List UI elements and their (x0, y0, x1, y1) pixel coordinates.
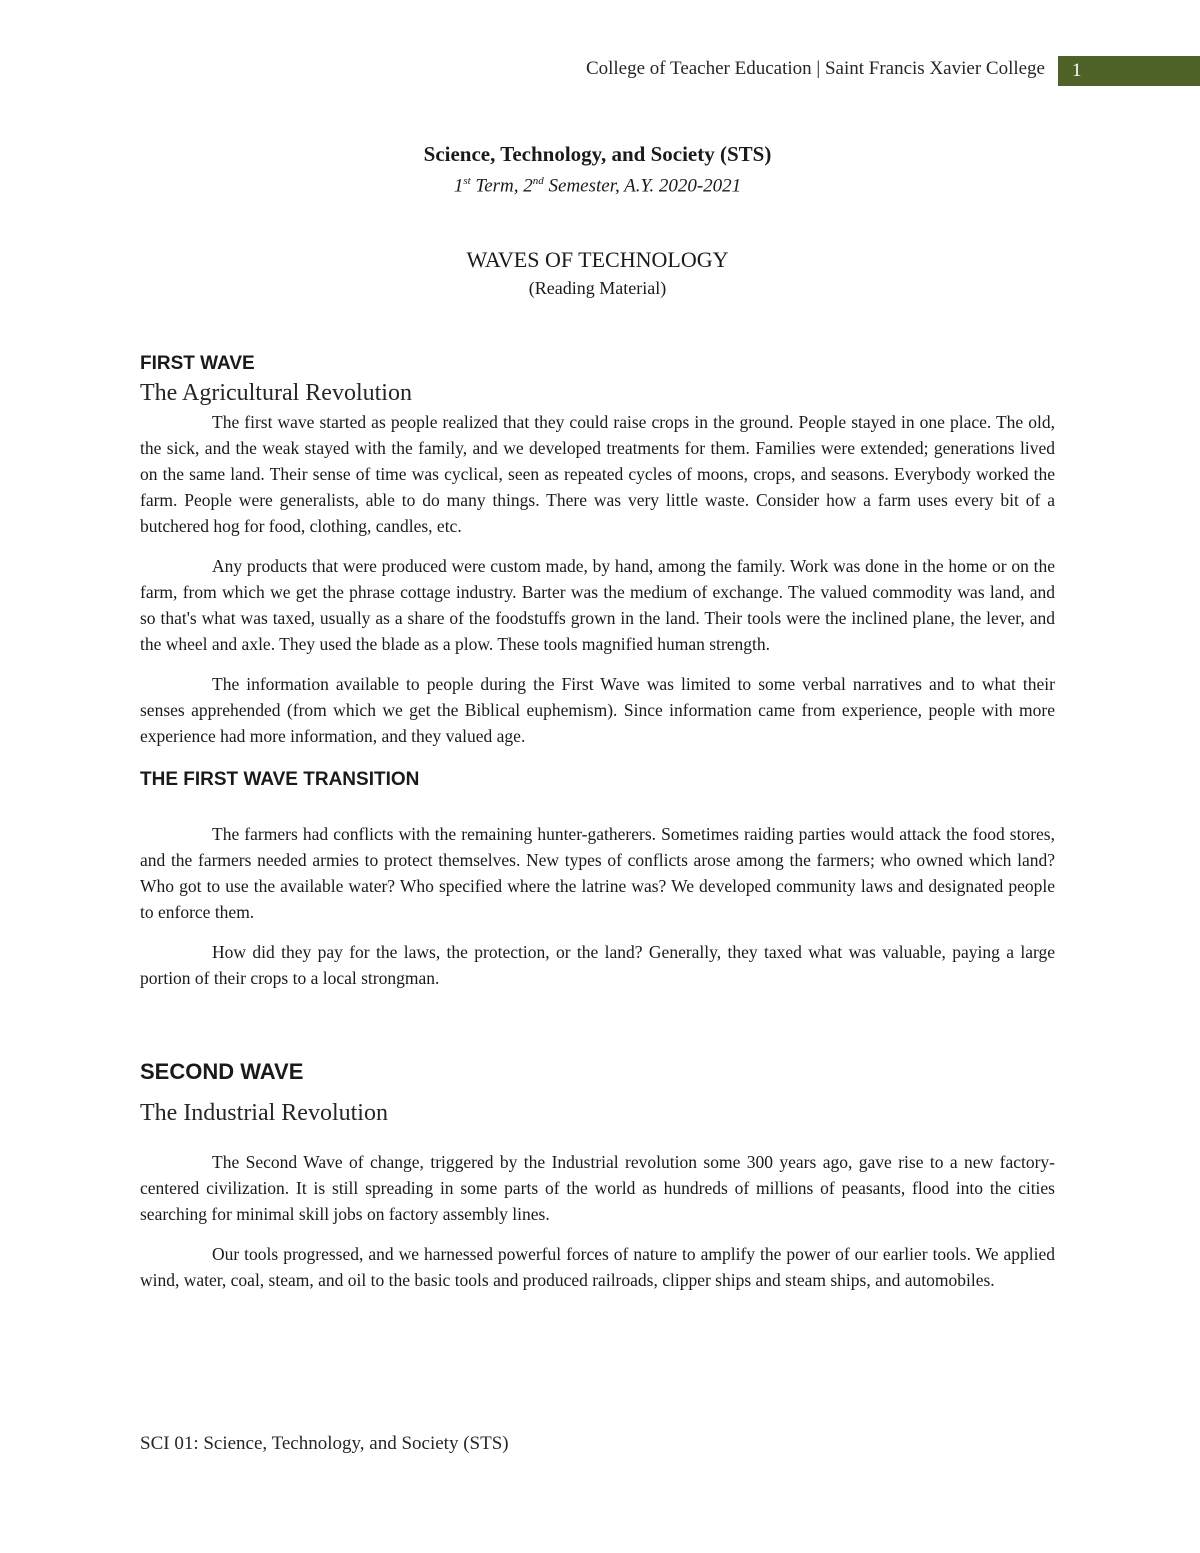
first-wave-paragraph: The first wave started as people realized that they could raise crops in the ground. People stayed in one place. The old, the sick, and the weak stayed with the family, and we developed treatments for them. Families were extended; generations lived on the same land. Their sense of time was cyclical, seen as repeated cycles of moons, crops, and seasons. Everybody worked the farm. People were generalists, able to do many things. There was very little waste. Consider how a farm uses every bit of a butchered hog for food, clothing, candles, etc. (140, 412, 1055, 537)
topic-title: WAVES OF TECHNOLOGY (466, 247, 729, 273)
first-wave-paragraph: The information available to people during the First Wave was limited to some verbal narratives and to what their senses apprehended (from which we get the Biblical euphemism). Since information came from experience, people with more experience had more information, and they valued age. (140, 674, 1055, 747)
page-number: 1 (1058, 56, 1200, 86)
first-wave-subheading: The Agricultural Revolution (140, 380, 412, 407)
first-wave-heading: FIRST WAVE (140, 353, 255, 375)
document-body (140, 140, 1055, 1307)
title-block (140, 140, 1055, 301)
topic-subtitle: (Reading Material) (528, 278, 667, 299)
second-wave-heading: SECOND WAVE (140, 1059, 304, 1085)
second-wave-paragraph: Our tools progressed, and we harnessed powerful forces of nature to amplify the power of our earlier tools. We applied wind, water, coal, steam, and oil to the basic tools and produced railroads, clipper ships and steam ships, and automobiles. (140, 1244, 1055, 1291)
transition-heading: THE FIRST WAVE TRANSITION (140, 769, 420, 791)
second-wave-paragraph: The Second Wave of change, triggered by the Industrial revolution some 300 years ago, gave rise to a new factory-centered civilization. It is still spreading in some parts of the world as hundreds of millions of peasants, flood into the cities searching for minimal skill jobs on factory assembly lines. (140, 1152, 1055, 1225)
running-header: College of Teacher Education | Saint Francis Xavier College (585, 58, 1045, 79)
second-wave-subheading: The Industrial Revolution (140, 1100, 388, 1127)
term-line: 1st Term, 2nd Semester, A.Y. 2020-2021 (453, 175, 742, 197)
transition-paragraph: How did they pay for the laws, the protection, or the land? Generally, they taxed what was valuable, paying a large portion of their crops to a local strongman. (140, 942, 1055, 989)
transition-paragraph: The farmers had conflicts with the remaining hunter-gatherers. Sometimes raiding parties would attack the food stores, and the farmers needed armies to protect themselves. New types of conflicts arose among the farmers; who owned which land? Who got to use the available water? Who specified where the latrine was? We developed community laws and designated people to enforce them. (140, 824, 1055, 923)
first-wave-paragraph: Any products that were produced were custom made, by hand, among the family. Work was done in the home or on the farm, from which we get the phrase cottage industry. Barter was the medium of exchange. The valued commodity was land, and so that's what was taxed, usually as a share of the foodstuffs grown in the land. Their tools were the inclined plane, the lever, and the wheel and axle. They used the blade as a plow. These tools magnified human strength. (140, 556, 1055, 655)
running-footer: SCI 01: Science, Technology, and Society (STS) (140, 1433, 509, 1454)
course-title: Science, Technology, and Society (STS) (423, 142, 772, 166)
